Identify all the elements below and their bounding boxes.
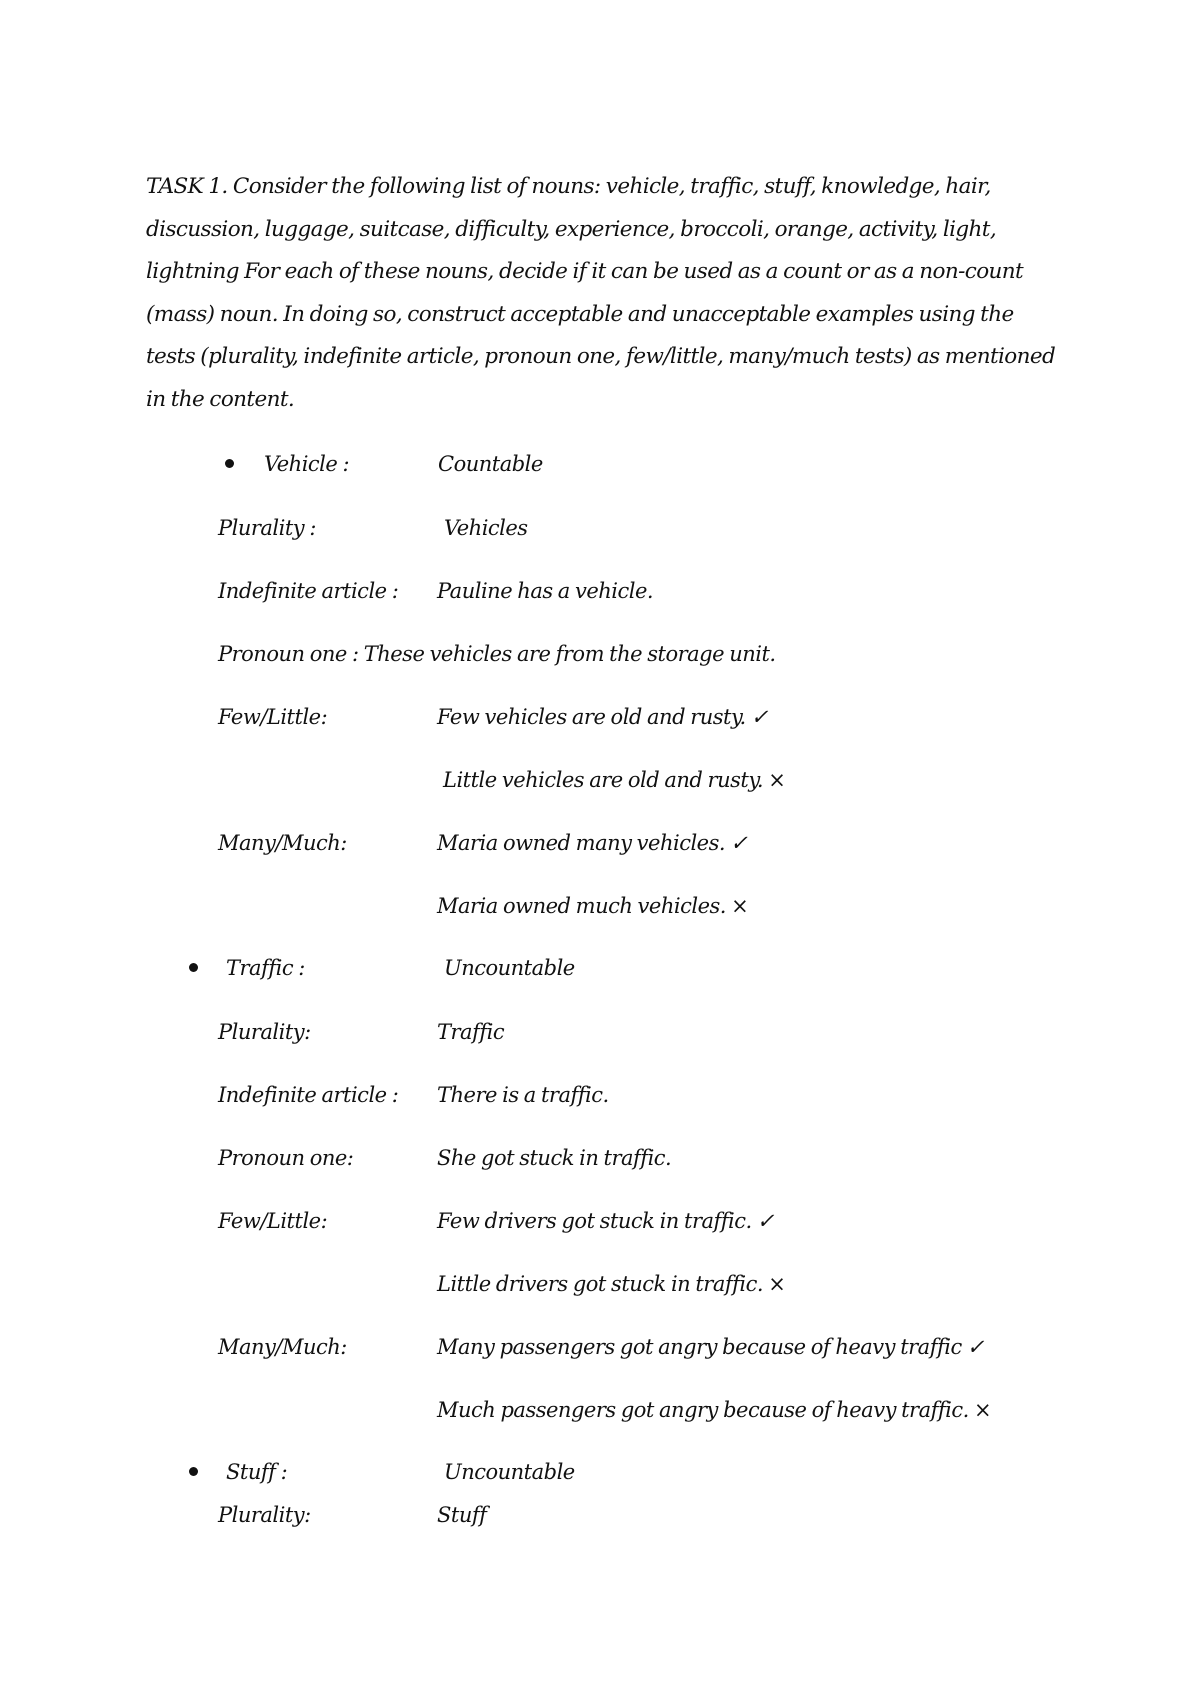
traffic-many-label: Many/Much: <box>218 1335 347 1359</box>
vehicle-many-ok: Maria owned many vehicles. ✓ <box>437 831 748 855</box>
vehicle-many-label: Many/Much: <box>218 831 347 855</box>
vehicle-indef-label: Indefinite article : <box>218 579 399 603</box>
traffic-plurality-label: Plurality: <box>218 1020 311 1044</box>
vehicle-type: Countable <box>438 452 543 476</box>
traffic-pronoun-label: Pronoun one: <box>218 1146 354 1170</box>
vehicle-indef-value: Pauline has a vehicle. <box>437 579 654 603</box>
stuff-plurality-label: Plurality: <box>218 1503 311 1527</box>
vehicle-many-bad: Maria owned much vehicles. × <box>437 894 749 918</box>
traffic-many-bad: Much passengers got angry because of heavy traffic. × <box>437 1398 992 1422</box>
stuff-noun: Stuff : <box>226 1460 288 1484</box>
vehicle-few-label: Few/Little: <box>218 705 328 729</box>
traffic-type: Uncountable <box>444 956 575 980</box>
traffic-indef-label: Indefinite article : <box>218 1083 399 1107</box>
traffic-noun: Traffic : <box>226 956 305 980</box>
traffic-many-ok: Many passengers got angry because of heavy traffic ✓ <box>437 1335 984 1359</box>
vehicle-noun: Vehicle : <box>264 452 350 476</box>
traffic-pronoun-value: She got stuck in traffic. <box>437 1146 672 1170</box>
vehicle-plurality-label: Plurality : <box>218 516 316 540</box>
bullet-icon <box>225 459 234 468</box>
task-intro: TASK 1. Consider the following list of nouns: vehicle, traffic, stuff, knowledge, hair, discussion, luggage, suitcase, difficulty, experience, broccoli, orange, activity, light, lightning For each of these nouns, decide if it can be used as a count or as a non-count (mass) noun. In doing so, construct acceptable and unacceptable examples using the tests (plurality, indefinite article, pronoun one, few/little, many/much tests) as mentioned in the content. <box>146 174 1056 412</box>
stuff-type: Uncountable <box>444 1460 575 1484</box>
traffic-plurality-value: Traffic <box>437 1020 505 1044</box>
traffic-few-label: Few/Little: <box>218 1209 328 1233</box>
stuff-plurality-value: Stuff <box>437 1503 487 1527</box>
bullet-icon <box>189 963 198 972</box>
traffic-few-ok: Few drivers got stuck in traffic. ✓ <box>437 1209 774 1233</box>
traffic-few-bad: Little drivers got stuck in traffic. × <box>437 1272 786 1296</box>
vehicle-plurality-value: Vehicles <box>444 516 528 540</box>
traffic-indef-value: There is a traffic. <box>437 1083 609 1107</box>
bullet-icon <box>189 1467 198 1476</box>
vehicle-pronoun-line: Pronoun one : These vehicles are from the storage unit. <box>218 642 776 666</box>
vehicle-few-bad: Little vehicles are old and rusty. × <box>443 768 786 792</box>
vehicle-few-ok: Few vehicles are old and rusty. ✓ <box>437 705 768 729</box>
